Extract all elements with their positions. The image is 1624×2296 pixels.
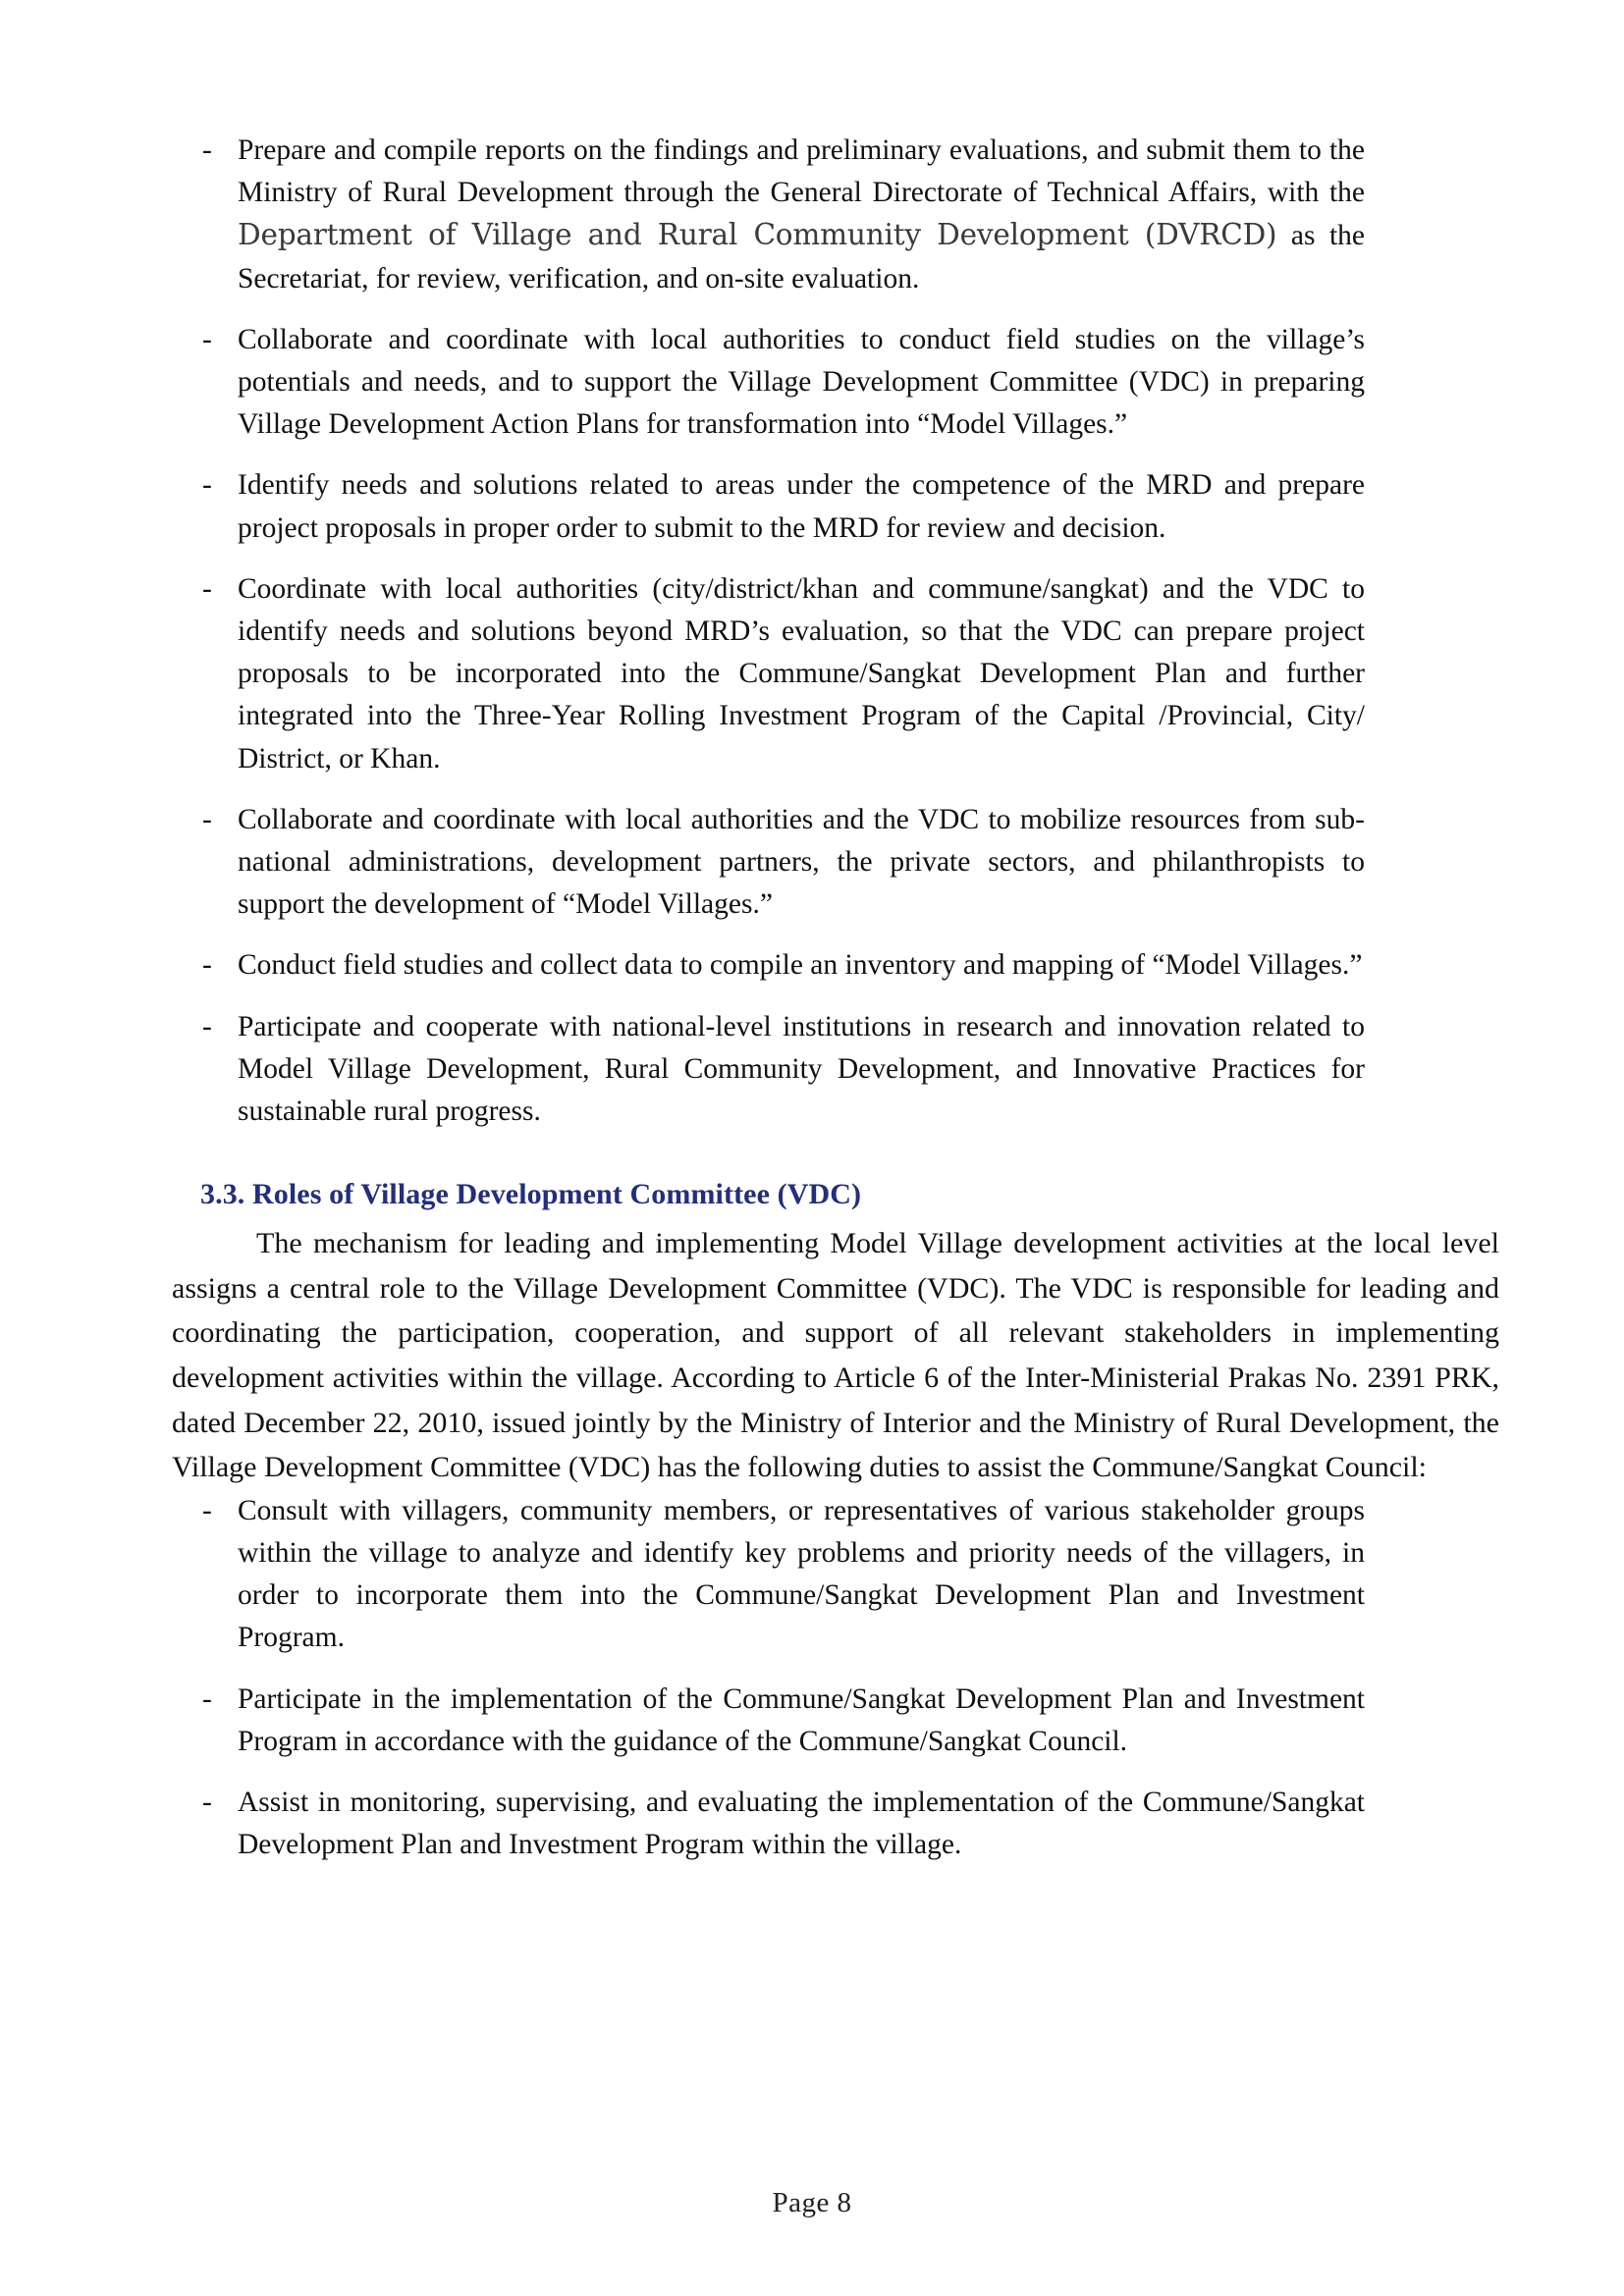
vdc-duty-bullet-item xyxy=(172,1782,1365,1866)
bullet-text-run: Collaborate and coordinate with local authorities to conduct field studies on the village’s potentials and needs, and to support the Village Development Committee (VDC) in preparing Village Development Action Plans for transformation into “Model Villages.” xyxy=(238,323,1365,441)
bullet-dash-marker: - xyxy=(202,469,212,502)
bullet-text-run: Conduct field studies and collect data to compile an inventory and mapping of “Model Villages.” xyxy=(238,949,1363,982)
page-content xyxy=(172,130,1499,1866)
duty-bullet-item xyxy=(172,944,1365,987)
duties-bullet-list-top xyxy=(172,130,1365,1133)
vdc-duties-bullet-list xyxy=(172,1490,1365,1867)
bullet-dash-marker: - xyxy=(202,1010,212,1042)
bullet-text-run: Identify needs and solutions related to areas under the competence of the MRD and prepare project proposals in proper order to submit to the MRD for review and decision. xyxy=(238,469,1365,544)
duty-bullet-item xyxy=(172,568,1365,780)
duty-bullet-item xyxy=(172,799,1365,927)
bullet-text-run: Coordinate with local authorities (city/district/khan and commune/sangkat) and the VDC to identify needs and solutions beyond MRD’s evaluation, so that the VDC can prepare project proposals to be incorporated into the Commune/Sangkat Development Plan and further integrated into the Three-Year Rolling Investment Program of the Capital /Provincial, City/ District, or Khan. xyxy=(238,572,1365,774)
bullet-text-run: Collaborate and coordinate with local authorities and the VDC to mobilize resources from sub-national administrations, development partners, the private sectors, and philanthropists to support the development of “Model Villages.” xyxy=(238,803,1365,921)
vdc-duty-bullet-item xyxy=(172,1490,1365,1660)
bullet-dash-marker: - xyxy=(202,1494,212,1526)
bullet-text-run: Prepare and compile reports on the findings and preliminary evaluations, and submit them to the Ministry of Rural Development through the General Directorate of Technical Affairs, with the xyxy=(238,134,1365,209)
section-paragraph: The mechanism for leading and implementing Model Village development activities at the local level assigns a central role to the Village Development Committee (VDC). The VDC is responsible for leading and coordinating the participation, cooperation, and support of all relevant stakeholders in implementing development activities within the village. According to Article 6 of the Inter-Ministerial Prakas No. 2391 PRK, dated December 22, 2010, issued jointly by the Ministry of Interior and the Ministry of Rural Development, the Village Development Committee (VDC) has the following duties to assist the Commune/Sangkat Council: xyxy=(172,1227,1499,1484)
bullet-text-run: Participate in the implementation of the Commune/Sangkat Development Plan and Investment Program in accordance with the guidance of the Commune/Sangkat Council. xyxy=(238,1682,1365,1757)
bullet-dash-marker: - xyxy=(202,1787,212,1819)
bullet-dash-marker: - xyxy=(202,323,212,355)
bullet-dash-marker: - xyxy=(202,134,212,166)
bullet-text-run: Participate and cooperate with national-level institutions in research and innovation related to Model Village Development, Rural Community Development, and Innovative Practices for sustainable rural progress. xyxy=(238,1010,1365,1128)
bullet-dash-marker: - xyxy=(202,572,212,605)
page-number-footer: Page 8 xyxy=(772,2187,852,2218)
bullet-text-run: Consult with villagers, community members, or representatives of various stakeholder groups within the village to analyze and identify key problems and priority needs of the villagers, in order to incorporate them into the Commune/Sangkat Development Plan and Investment Program. xyxy=(238,1494,1365,1654)
section-heading-3-3: 3.3. Roles of Village Development Committee (VDC) xyxy=(200,1178,862,1211)
duty-bullet-item xyxy=(172,464,1365,549)
duty-bullet-item xyxy=(172,319,1365,447)
bullet-text-run: Assist in monitoring, supervising, and evaluating the implementation of the Commune/Sangkat Development Plan and Investment Program within the village. xyxy=(238,1787,1365,1861)
bullet-text-secondary-run: Department of Village and Rural Community Development (DVRCD) xyxy=(238,218,1277,252)
bullet-dash-marker: - xyxy=(202,803,212,835)
vdc-duty-bullet-item xyxy=(172,1679,1365,1763)
bullet-text-run: as the Secretariat, for review, verification, and on-site evaluation. xyxy=(238,220,1365,294)
duty-bullet-item xyxy=(172,1006,1365,1134)
bullet-dash-marker: - xyxy=(202,1682,212,1715)
duty-bullet-item xyxy=(172,130,1365,300)
bullet-dash-marker: - xyxy=(202,949,212,982)
